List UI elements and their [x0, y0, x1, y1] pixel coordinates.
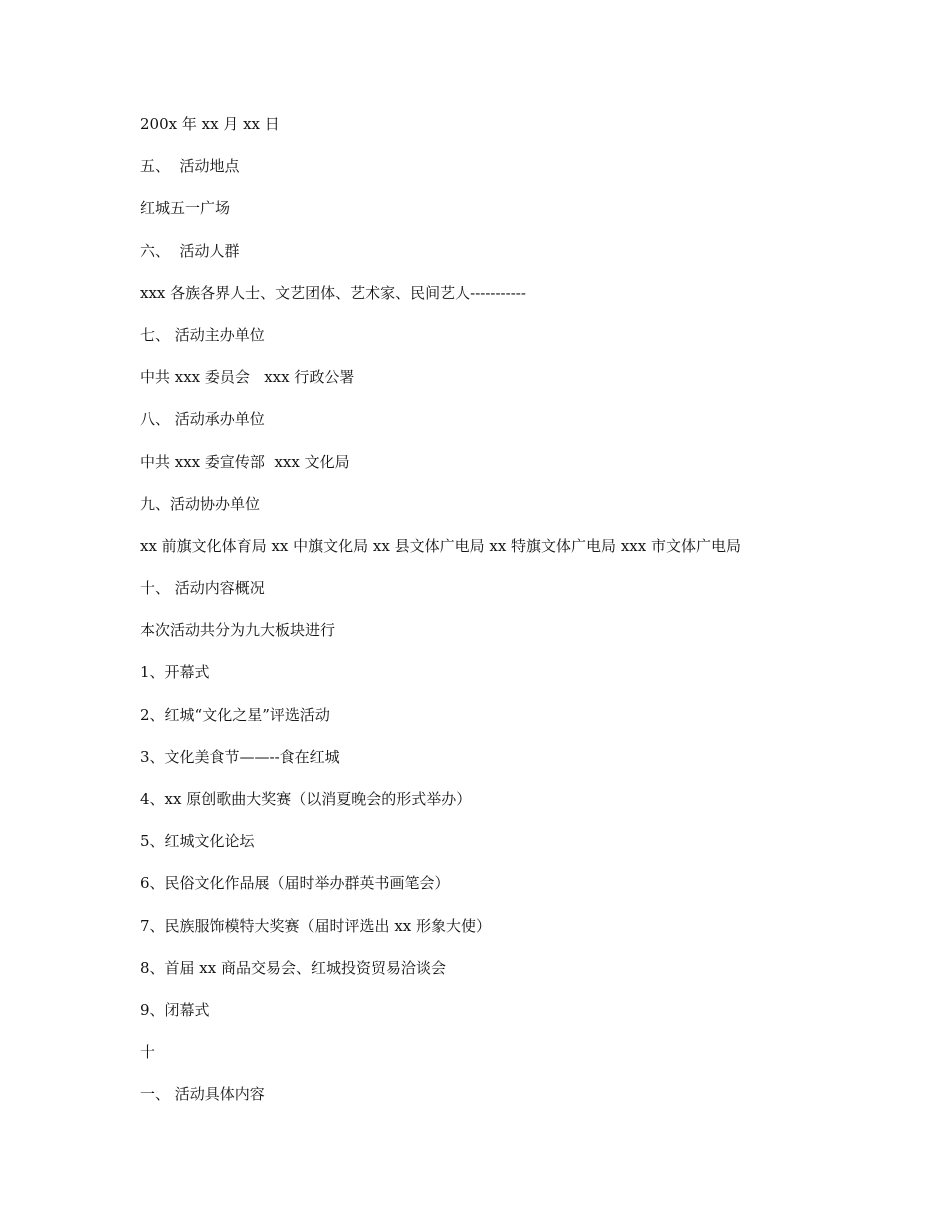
date-line: 200x 年 xx 月 xx 日 [140, 115, 280, 133]
undertaker-text: 中共 xxx 委宣传部 xxx 文化局 [140, 452, 350, 471]
section-heading-venue: 五、 活动地点 [140, 157, 240, 176]
list-item: 1、开幕式 [140, 663, 210, 682]
list-item: 4、xx 原创歌曲大奖赛（以消夏晚会的形式举办） [140, 790, 472, 808]
overview-text: 本次活动共分为九大板块进行 [140, 621, 336, 640]
section-heading-participants: 六、 活动人群 [140, 241, 240, 260]
document-body [140, 111, 840, 1124]
list-item: 9、闭幕式 [140, 1000, 210, 1019]
section-heading-details: 一、 活动具体内容 [140, 1085, 265, 1104]
co-organizer-text: xx 前旗文化体育局 xx 中旗文化局 xx 县文体广电局 xx 特旗文体广电局 xxx 市文体广电局 [140, 536, 741, 555]
list-item: 6、民俗文化作品展（届时举办群英书画笔会） [140, 874, 450, 893]
venue-text: 红城五一广场 [140, 199, 231, 218]
list-item: 5、红城文化论坛 [140, 832, 255, 851]
list-item: 8、首届 xx 商品交易会、红城投资贸易洽谈会 [140, 958, 447, 977]
participants-text: xxx 各族各界人士、文艺团体、艺术家、民间艺人----------- [140, 283, 526, 302]
section-number-fragment: 十 [140, 1043, 156, 1062]
section-heading-organizer: 七、 活动主办单位 [140, 325, 265, 344]
organizer-text: 中共 xxx 委员会 xxx 行政公署 [140, 368, 355, 387]
section-heading-undertaker: 八、 活动承办单位 [140, 410, 265, 429]
list-item: 2、红城“文化之星”评选活动 [140, 705, 330, 724]
list-item: 7、民族服饰模特大奖赛（届时评选出 xx 形象大使） [140, 916, 492, 935]
list-item: 3、文化美食节——--食在红城 [140, 747, 340, 766]
section-heading-co-organizer: 九、活动协办单位 [140, 494, 261, 513]
section-heading-overview: 十、 活动内容概况 [140, 579, 265, 598]
